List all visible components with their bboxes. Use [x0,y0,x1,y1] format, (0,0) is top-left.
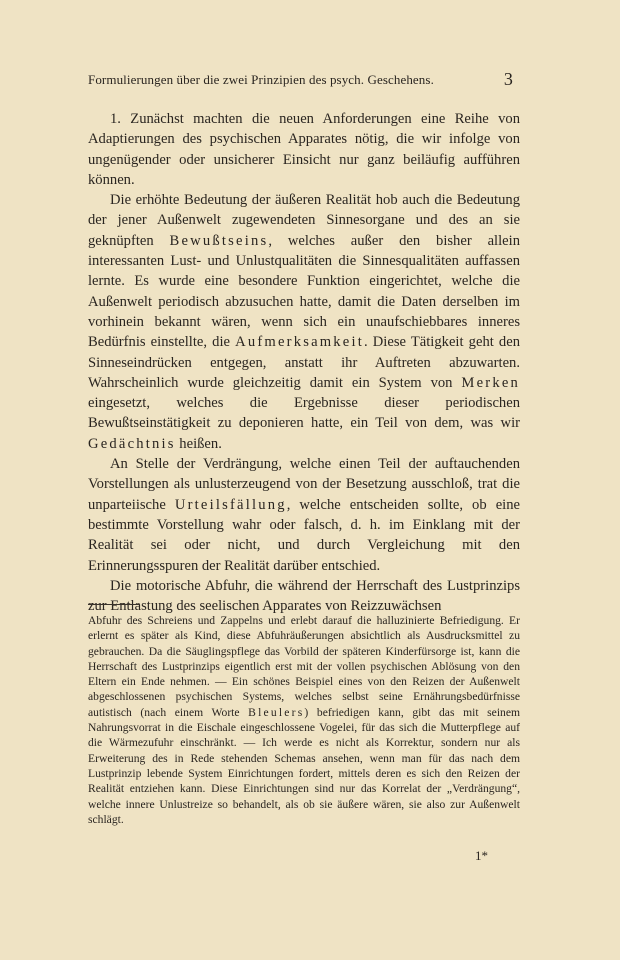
text-run: ) befriedigen kann, gibt das mit seinem Nahrungsvorrat in die Eischale eingeschlossene Vogelei, für das sich die Mutterpflege auf die Wärmezufuhr einschränkt. — Ich werde es nicht als Korrektur, sondern nur als Erweiterung des in Rede stehenden Schemas ansehen, wenn man für das nach dem Lustprinzip lebende System Einrichtungen fordert, mittels deren es sich den Reizen der Realität entziehen kann. Diese Einrichtungen sind nur das Korrelat der „Verdrängung“, welche innere Unlustreize so behandelt, als ob sie äußere wären, sie also zur Außenwelt schlägt. [88,705,520,826]
page-number: 3 [503,69,513,89]
text-run: An Stelle der Verdrängung, welche einen Teil der auftauchenden Vorstellungen als unlusterzeugend von der Besetzung ausschloß, trat die unparteiische [88,456,520,513]
footnote-rule [88,604,140,605]
paragraph-2 [88,190,520,454]
paragraph-4: Die motorische Abfuhr, die während der Herrschaft des Lustprinzips zur Entlastung des seelischen Apparates von Reizzuwächsen [88,577,520,615]
spaced-term: Bewußtseins [169,232,269,249]
text-run: . Diese Tätigkeit geht den Sinneseindrücken entgegen, anstatt ihr Auftreten abzuwarten. Wahrscheinlich wurde gleichzeitig damit ein System von [88,334,520,391]
text-run: , welche entscheiden sollte, ob eine bestimmte Vorstellung wahr oder falsch, d. h. im Einklang mit der Realität sei oder nicht, und durch Vergleichung mit den Erinnerungsspuren der Realität darüber entschied. [88,496,521,574]
paragraph-3 [88,454,520,576]
running-header [88,69,513,89]
spaced-term: Merken [461,374,520,391]
footnote [88,613,520,827]
text-run: , welches außer den bisher allein interessanten Lust- und Unlustqualitäten die Sinnesqualitäten auffassen lernte. Es wurde eine besondere Funktion eingerichtet, welche die Außenwelt periodisch abzusuchen hatte, damit die Daten derselben im vorhinein bekannt wären, wenn sich ein unaufschiebbares inneres Bedürfnis einstellte, die [88,232,520,351]
spaced-term: Urteilsfällung [174,496,287,513]
text-run: Die erhöhte Bedeutung der äußeren Realität hob auch die Bedeutung der jener Außenwelt zugewendeten Sinnesorgane und des an sie geknüpften [88,192,520,249]
spaced-term: Gedächtnis [88,435,176,452]
spaced-term: Bleulers [248,705,305,719]
spaced-term: Aufmerksamkeit [235,334,364,351]
text-run: Abfuhr des Schreiens und Zappelns und erlebt darauf die halluzinierte Befriedigung. Er erlernt es später als Kind, diese Abfuhräußerungen absichtlich als Ausdrucksmittel zu gebrauchen. Da die Säuglingspflege das Vorbild der späteren Kinderfürsorge ist, kann die Herrschaft des Lustprinzips eigentlich erst mit der vollen psychischen Ablösung von den Eltern ein Ende nehmen. — Ein schönes Beispiel eines von den Reizen der Außenwelt abgeschlossenen psychischen Systems, welches selbst seine Ernährungsbedürfnisse autistisch (nach einem Worte [88,614,520,719]
running-title: Formulierungen über die zwei Prinzipien des psych. Geschehens. [88,72,434,87]
main-text [88,109,520,616]
text-run: eingesetzt, welches die Ergebnisse dieser periodischen Bewußtseinstätigkeit zu deponieren hatte, ein Teil von dem, was wir [88,395,520,432]
signature-mark: 1* [475,848,488,863]
text-run: heißen. [175,435,222,452]
footnote-text [88,613,520,827]
paragraph-1: 1. Zunächst machten die neuen Anforderungen eine Reihe von Adaptierungen des psychischen Apparates nötig, die wir infolge von ungenügender oder unsicherer Einsicht nur ganz beiläufig aufführen können. [88,111,520,188]
